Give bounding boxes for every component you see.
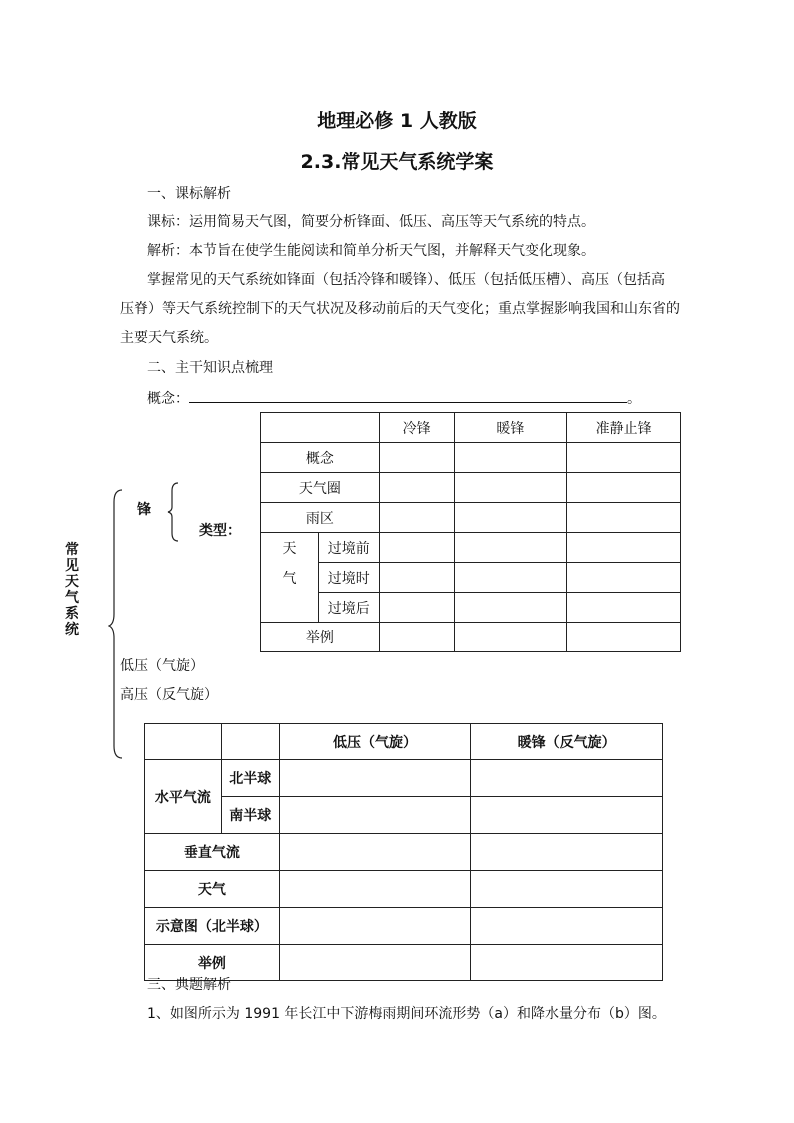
low-pressure-label: 低压（气旋）: [120, 658, 204, 674]
table-cell[interactable]: [454, 563, 567, 593]
table-cell[interactable]: [279, 871, 471, 908]
table-cell[interactable]: [567, 443, 681, 473]
section3-heading: 三、典题解析: [147, 977, 231, 993]
table-cell[interactable]: [454, 533, 567, 563]
table1-header-warm: 暖锋: [454, 413, 567, 443]
paragraph-line-3: 主要天气系统。: [120, 330, 218, 346]
cyclone-table: [144, 723, 663, 981]
table-cell[interactable]: [379, 473, 454, 503]
system-brace-icon: [108, 488, 128, 760]
fronts-table: [260, 412, 681, 652]
table-cell[interactable]: [567, 473, 681, 503]
row-label-weather: [261, 533, 319, 623]
page-subtitle: 2.3.常见天气系统学案: [300, 151, 494, 173]
row-label-north: 北半球: [221, 760, 279, 797]
page-title: 地理必修 1 人教版: [317, 110, 477, 132]
front-label: 锋: [137, 502, 151, 518]
section1-heading: 一、课标解析: [147, 186, 231, 202]
table-cell[interactable]: [279, 797, 471, 834]
table-cell[interactable]: [471, 871, 663, 908]
row-label-weather2: 天气: [145, 871, 280, 908]
table-cell[interactable]: [567, 533, 681, 563]
table-cell[interactable]: [379, 503, 454, 533]
table1-header-stationary: 准静止锋: [567, 413, 681, 443]
weather-char-2: 气: [282, 571, 297, 587]
table-cell[interactable]: [279, 834, 471, 871]
row-label-rain: 雨区: [261, 503, 380, 533]
table-cell[interactable]: [567, 593, 681, 623]
side-label: 常见天气系统: [65, 542, 79, 638]
row-label-example2: 举例: [145, 945, 280, 981]
table1-header-cold: 冷锋: [379, 413, 454, 443]
concept-end: 。: [627, 391, 641, 407]
table-cell[interactable]: [471, 945, 663, 981]
row-label-horizontal: 水平气流: [145, 760, 222, 834]
table-cell[interactable]: [454, 593, 567, 623]
table-cell[interactable]: [279, 908, 471, 945]
table-cell[interactable]: [454, 443, 567, 473]
table-cell[interactable]: [279, 760, 471, 797]
row-label-diagram: 示意图（北半球）: [145, 908, 280, 945]
row-label-sky: 天气圈: [261, 473, 380, 503]
table1-corner: [261, 413, 380, 443]
table-cell[interactable]: [471, 797, 663, 834]
table-cell[interactable]: [471, 834, 663, 871]
table-cell[interactable]: [379, 563, 454, 593]
table-cell[interactable]: [471, 908, 663, 945]
table2-header-high: 暖锋（反气旋）: [471, 724, 663, 760]
paragraph-line-2: 压脊）等天气系统控制下的天气状况及移动前后的天气变化；重点掌握影响我国和山东省的: [120, 301, 680, 317]
row-label-after: 过境后: [318, 593, 379, 623]
table-cell[interactable]: [279, 945, 471, 981]
row-label-example: 举例: [261, 623, 380, 652]
type-brace-icon: [166, 481, 182, 543]
row-label-vertical: 垂直气流: [145, 834, 280, 871]
table-cell[interactable]: [454, 623, 567, 652]
section2-heading: 二、主干知识点梳理: [147, 360, 273, 376]
table-cell[interactable]: [567, 503, 681, 533]
type-label: 类型：: [199, 523, 241, 539]
analysis-text: 解析：本节旨在使学生能阅读和简单分析天气图，并解释天气变化现象。: [147, 243, 595, 259]
table2-corner-1: [145, 724, 222, 760]
concept-label: 概念：: [147, 391, 189, 407]
table-cell[interactable]: [379, 593, 454, 623]
row-label-before: 过境前: [318, 533, 379, 563]
table2-corner-2: [221, 724, 279, 760]
question-1: 1、如图所示为 1991 年长江中下游梅雨期间环流形势（a）和降水量分布（b）图。: [147, 1006, 666, 1022]
table-cell[interactable]: [567, 563, 681, 593]
row-label-during: 过境时: [318, 563, 379, 593]
high-pressure-label: 高压（反气旋）: [120, 687, 218, 703]
table-cell[interactable]: [379, 443, 454, 473]
table-cell[interactable]: [379, 533, 454, 563]
concept-blank[interactable]: [189, 388, 627, 403]
row-label-south: 南半球: [221, 797, 279, 834]
table-cell[interactable]: [454, 503, 567, 533]
table-cell[interactable]: [454, 473, 567, 503]
standard-text: 课标：运用简易天气图，简要分析锋面、低压、高压等天气系统的特点。: [147, 214, 595, 230]
row-label-concept: 概念: [261, 443, 380, 473]
table2-header-low: 低压（气旋）: [279, 724, 471, 760]
concept-line: [147, 388, 641, 409]
table-cell[interactable]: [379, 623, 454, 652]
table-cell[interactable]: [567, 623, 681, 652]
paragraph-line-1: 掌握常见的天气系统如锋面（包括冷锋和暖锋）、低压（包括低压槽）、高压（包括高: [147, 272, 665, 288]
weather-char-1: 天: [282, 541, 297, 557]
table-cell[interactable]: [471, 760, 663, 797]
